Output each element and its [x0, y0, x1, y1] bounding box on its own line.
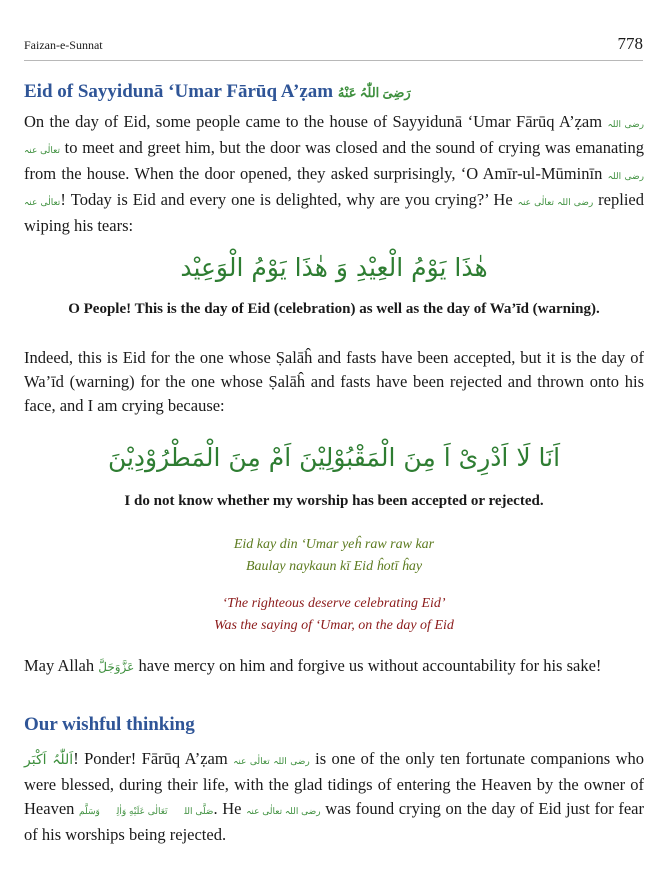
poem-transliteration [24, 534, 644, 578]
arabic-quote-1-translation: O People! This is the day of Eid (celebration) as well as the day of Wa’īd (warning). [68, 301, 600, 317]
poem-translation [24, 593, 644, 637]
section-heading: Our wishful thinking [24, 714, 195, 735]
page-number: 778 [617, 34, 643, 53]
arabic-quote-1: هٰذَا يَوْمُ الْعِيْدِ وَ هٰذَا يَوْمُ الْوَعِيْد [180, 253, 488, 282]
section-eid-of-umar [24, 80, 644, 105]
book-title: Faizan-e-Sunnat [24, 38, 103, 52]
honorific-icon: رضی اللہ تعالٰی عنہ [517, 197, 594, 207]
poem-line: ‘The righteous deserve celebrating Eid’ [222, 596, 446, 611]
paragraph-explanation: Indeed, this is Eid for the one whose Ṣalāĥ and fasts have been accepted, but it is the day of Wa’īd (warning) for the one whose Ṣalāĥ and fasts have been rejected and thrown onto his face, and I am crying because: [24, 348, 644, 415]
arabic-quote-2-translation: I do not know whether my worship has been accepted or rejected. [124, 493, 544, 509]
paragraph-eid-visit: On the day of Eid, some people came to the house of Sayyidunā ‘Umar Fārūq A’ẓam رضی اللہ تعالٰی عنہ to meet and greet him, but the door was closed and the sound of crying was emanating from the house. When the door opened, they asked surprisingly, ‘O Amīr-ul-Mūminīn رضی اللہ تعالٰی عنہ! Today is Eid and every one is delighted, why are you crying?’ He رضی اللہ تعالٰی عنہ replied wiping his tears: [24, 112, 644, 235]
takbir-text: اَللّٰہُ اَکْبَر [24, 752, 74, 768]
poem-line: Eid kay din ‘Umar yeĥ raw raw kar [233, 537, 435, 552]
poem-line: Baulay naykaun kī Eid ĥotī ĥay [245, 559, 423, 574]
honorific-icon: صَلَّی اللہُ تَعَالٰی عَلَیْهِ وَاٰلِهٖ وَسَلَّم [79, 806, 214, 816]
paragraph-ponder: اَللّٰہُ اَکْبَر! Ponder! Fārūq A’ẓam رضی اللہ تعالٰی عنہ is one of the only ten fortunate companions who were blessed, during their life, with the glad tidings of entering the Heaven by the owner of Heaven صَلَّی اللہُ تَعَالٰی عَلَیْهِ وَاٰلِهٖ وَسَلَّم. He رضی اللہ تعالٰی عنہ was found crying on the day of Eid just for fear of his worships being rejected. [24, 749, 644, 844]
paragraph-prayer: May Allah عَزَّوَجَلَّ have mercy on him and forgive us without accountability for his sake! [24, 656, 602, 675]
honorific-icon: رَضِیَ اللّٰہُ عَنْهُ [337, 85, 411, 100]
honorific-icon: رضی اللہ تعالٰی عنہ [246, 806, 321, 816]
honorific-icon: رضی اللہ تعالٰی عنہ [24, 119, 644, 155]
honorific-icon: عَزَّوَجَلَّ [98, 660, 135, 674]
arabic-quote-2: اَنَا لَا اَدْرِیْ اَ مِنَ الْمَقْبُوْلِيْنَ اَمْ مِنَ الْمَطْرُوْدِيْنَ [107, 443, 561, 472]
section-wishful-thinking [24, 713, 644, 737]
poem-line: Was the saying of ‘Umar, on the day of Eid [214, 618, 454, 633]
section-heading: Eid of Sayyidunā ‘Umar Fārūq A’ẓam رَضِیَ اللّٰہُ عَنْهُ [24, 81, 411, 102]
honorific-icon: رضی اللہ تعالٰی عنہ [24, 171, 644, 207]
honorific-icon: رضی اللہ تعالٰی عنہ [233, 756, 310, 766]
page-header [24, 30, 643, 61]
